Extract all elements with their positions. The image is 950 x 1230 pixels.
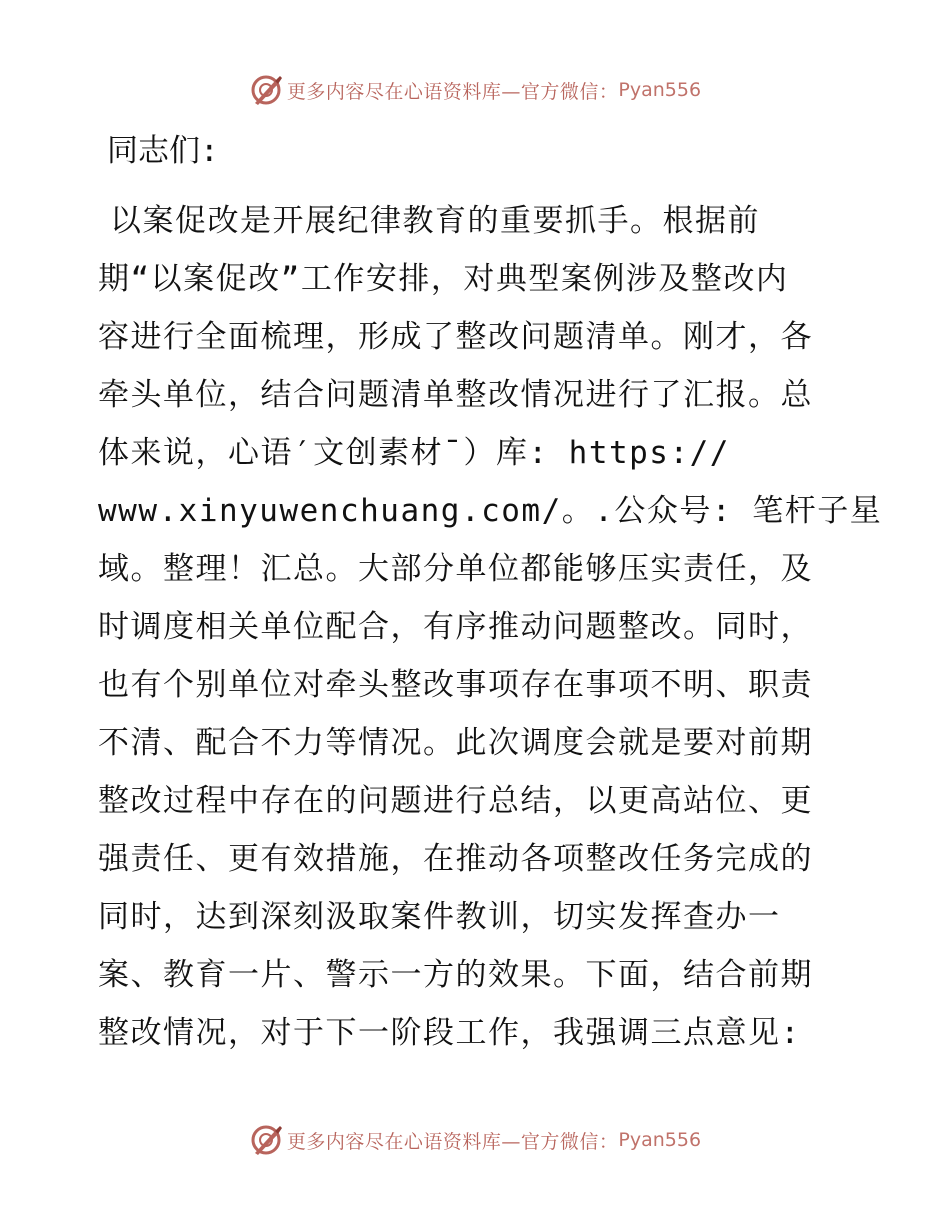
- document-body: [98, 192, 883, 1062]
- body-line: 期“以案促改”工作安排，对典型案例涉及整改内: [98, 261, 789, 297]
- footer-banner-text: 更多内容尽在心语资料库—官方微信：: [286, 1130, 619, 1153]
- body-line: 不清、配合不力等情况。此次调度会就是要对前期: [98, 725, 813, 761]
- body-line: 域。整理！汇总。大部分单位都能够压实责任，及: [98, 551, 813, 587]
- body-line: 强责任、更有效措施，在推动各项整改任务完成的: [98, 841, 813, 877]
- body-line: 整改过程中存在的问题进行总结，以更高站位、更: [98, 783, 813, 819]
- pen-logo-icon: [249, 73, 283, 107]
- body-line: 以案促改是开展纪律教育的重要抓手。根据前: [110, 203, 760, 239]
- body-line: 案、教育一片、警示一方的效果。下面，结合前期: [98, 957, 813, 993]
- salutation: 同志们:: [107, 133, 219, 169]
- footer-banner: [0, 1120, 950, 1160]
- body-line: 体来说，心语′文创素材¯）库: https://: [98, 435, 730, 471]
- header-wechat-id: Pyan556: [618, 79, 702, 101]
- pen-logo-icon: [249, 1123, 283, 1157]
- header-banner-text: 更多内容尽在心语资料库—官方微信：: [286, 80, 619, 103]
- body-line: www.xinyuwenchuang.com/。.公众号: 笔杆子星: [98, 493, 883, 529]
- body-line: 时调度相关单位配合，有序推动问题整改。同时，: [98, 609, 813, 645]
- body-line: 也有个别单位对牵头整改事项存在事项不明、职责: [98, 667, 813, 703]
- body-line: 整改情况，对于下一阶段工作，我强调三点意见:: [98, 1015, 801, 1051]
- header-banner: [0, 70, 950, 110]
- body-line: 牵头单位，结合问题清单整改情况进行了汇报。总: [98, 377, 813, 413]
- body-line: 同时，达到深刻汲取案件教训，切实发挥查办一: [98, 899, 781, 935]
- body-line: 容进行全面梳理，形成了整改问题清单。刚才，各: [98, 319, 813, 355]
- footer-wechat-id: Pyan556: [618, 1129, 702, 1151]
